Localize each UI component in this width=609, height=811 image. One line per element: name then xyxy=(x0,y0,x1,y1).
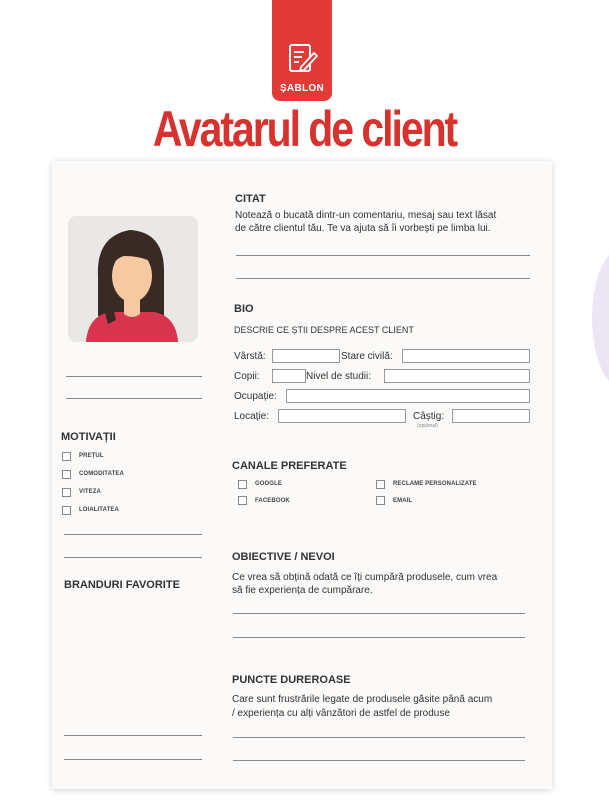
goals-description: să fie experiența de cumpărare. xyxy=(232,585,373,596)
background-decoration xyxy=(592,248,609,388)
quote-line xyxy=(236,278,530,279)
checkbox-google[interactable] xyxy=(238,480,247,489)
goals-line xyxy=(233,637,525,638)
edit-document-icon xyxy=(284,40,320,76)
pain-points-heading: PUNCTE DUREROASE xyxy=(232,674,351,686)
children-field[interactable] xyxy=(272,369,306,383)
goals-description: Ce vrea să obțină odată ce îți cumpără produsele, cum vrea xyxy=(232,572,498,583)
occupation-field[interactable] xyxy=(286,389,530,403)
checkbox-label: FACEBOOK xyxy=(255,498,290,504)
avatar xyxy=(68,216,198,342)
preferred-channels-heading: CANALE PREFERATE xyxy=(232,460,347,472)
goals-heading: OBIECTIVE / NEVOI xyxy=(232,551,335,563)
goals-line xyxy=(233,613,525,614)
brand-line xyxy=(64,759,202,760)
brand-line xyxy=(64,735,202,736)
checkbox-pretul[interactable] xyxy=(62,452,71,461)
pain-points-description: Care sunt frustrările legate de produsele găsite până acum xyxy=(232,694,493,705)
avatar-illustration xyxy=(68,216,198,342)
checkbox-label: LOIALITATEA xyxy=(79,507,119,513)
motivations-heading: MOTIVAȚII xyxy=(61,431,116,443)
education-field[interactable] xyxy=(384,369,530,383)
checkbox-viteza[interactable] xyxy=(62,488,71,497)
location-label: Locație: xyxy=(234,411,270,422)
checkbox-label: VITEZA xyxy=(79,489,101,495)
quote-heading: CITAT xyxy=(235,193,266,205)
pain-points-description: / experiența cu alți vânzători de astfel de produse xyxy=(232,708,450,719)
age-field[interactable] xyxy=(272,349,340,363)
quote-line xyxy=(236,255,530,256)
template-badge-label: ȘABLON xyxy=(279,83,325,94)
marital-status-field[interactable] xyxy=(402,349,530,363)
checkbox-personalized-ads[interactable] xyxy=(376,480,385,489)
income-optional-note: (opțional) xyxy=(417,423,438,429)
children-label: Copii: xyxy=(234,371,260,382)
checkbox-label: EMAIL xyxy=(393,498,413,504)
checkbox-label: PREȚUL xyxy=(79,453,104,459)
checkbox-label: GOOGLE xyxy=(255,481,282,487)
pain-points-line xyxy=(233,737,525,738)
bio-subtitle: DESCRIE CE ȘTII DESPRE ACEST CLIENT xyxy=(234,325,414,335)
motivation-extra-line xyxy=(64,534,202,535)
quote-description: de către clientul tău. Te va ajuta să îi vorbești pe limba lui. xyxy=(235,223,491,234)
avatar-name-line xyxy=(66,398,202,399)
income-label: Câștig: xyxy=(413,411,445,422)
income-field[interactable] xyxy=(452,409,530,423)
motivation-extra-line xyxy=(64,557,202,558)
occupation-label: Ocupație: xyxy=(234,391,277,402)
checkbox-comoditatea[interactable] xyxy=(62,470,71,479)
marital-status-label: Stare civilă: xyxy=(341,351,393,362)
favorite-brands-heading: BRANDURI FAVORITE xyxy=(64,579,180,591)
education-label: Nivel de studii: xyxy=(306,371,372,382)
checkbox-facebook[interactable] xyxy=(238,496,247,505)
age-label: Vârstă: xyxy=(234,351,266,362)
checkbox-email[interactable] xyxy=(376,496,385,505)
avatar-name-line xyxy=(66,376,202,377)
page-title: Avatarul de client xyxy=(152,101,457,157)
checkbox-label: COMODITATEA xyxy=(79,471,124,477)
location-field[interactable] xyxy=(278,409,406,423)
bio-heading: BIO xyxy=(234,303,254,315)
pain-points-line xyxy=(233,760,525,761)
checkbox-loialitatea[interactable] xyxy=(62,506,71,515)
quote-description: Notează o bucată dintr-un comentariu, mesaj sau text lăsat xyxy=(235,210,497,221)
checkbox-label: RECLAME PERSONALIZATE xyxy=(393,481,477,487)
